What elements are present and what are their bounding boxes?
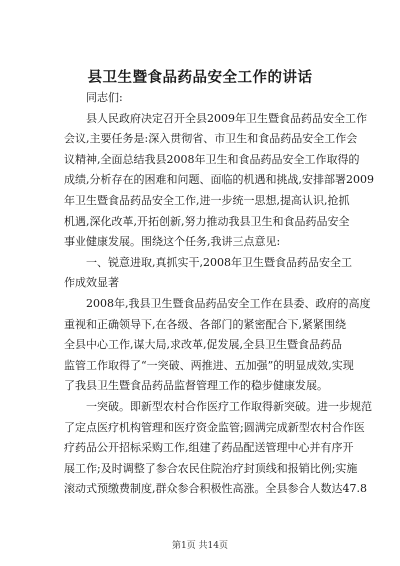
paragraph-line: 事业健康发展。围绕这个任务,我讲三点意见: xyxy=(64,235,281,249)
paragraph-line: 监管工作取得了“一突破、两推进、五加强”的明显成效,实现 xyxy=(64,358,354,372)
paragraph-line: 2008年,我县卫生暨食品药品安全工作在县委、政府的高度 xyxy=(86,296,371,310)
page-number-footer: 第1页 共14页 xyxy=(171,541,229,551)
section-heading-line: 一、锐意进取,真抓实干,2008年卫生暨食品药品安全工 xyxy=(86,255,352,269)
paragraph-line: 了我县卫生暨食品药品监督管理工作的稳步健康发展。 xyxy=(64,379,328,393)
paragraph-line: 展工作;及时调整了参合农民住院治疗封顶线和报销比例;实施 xyxy=(64,461,358,475)
paragraph-line: 一突破。即新型农村合作医疗工作取得新突破。进一步规范 xyxy=(86,399,372,413)
paragraph-line: 县人民政府决定召开全县2009年卫生暨食品药品安全工作 xyxy=(86,111,367,125)
paragraph-line: 全县中心工作,谋大局,求改革,促发展,全县卫生暨食品药品 xyxy=(64,338,342,352)
paragraph-line: 疗药品公开招标采购工作,组建了药品配送管理中心并有序开 xyxy=(64,441,354,455)
paragraph-line: 年卫生暨食品药品安全工作,进一步统一思想,提高认识,抢抓 xyxy=(64,193,350,207)
paragraph-line: 重视和正确领导下,在各级、各部门的紧密配合下,紧紧围绕 xyxy=(64,317,346,331)
paragraph-line: 会议,主要任务是:深入贯彻省、市卫生和食品药品安全工作会 xyxy=(64,132,358,146)
paragraph-line: 机遇,深化改革,开拓创新,努力推动我县卫生和食品药品安全 xyxy=(64,214,350,228)
paragraph-line: 了定点医疗机构管理和医疗资金监管;圆满完成新型农村合作医 xyxy=(64,420,365,434)
paragraph-line: 议精神,全面总结我县2008年卫生和食品药品安全工作取得的 xyxy=(64,152,360,166)
document-title: 县卫生暨食品药品安全工作的讲话 xyxy=(87,69,313,86)
paragraph-line: 滚动式预缴费制度,群众参合积极性高涨。全县参合人数达47.8 xyxy=(64,482,367,496)
salutation-line: 同志们: xyxy=(86,91,123,104)
document-body xyxy=(64,88,374,500)
section-heading-line: 作成效显著 xyxy=(64,276,119,290)
paragraph-line: 成绩,分析存在的困难和问题、面临的机遇和挑战,安排部署2009 xyxy=(64,173,374,187)
